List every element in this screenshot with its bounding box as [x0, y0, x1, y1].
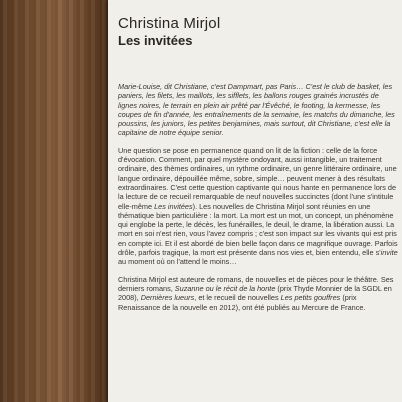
intro-paragraph — [118, 146, 398, 267]
paragraph-spacer — [118, 267, 398, 275]
bio-book-1: Suzanne ou le récit de la honte — [174, 283, 276, 293]
bio-book-3: Les petits gouffres — [280, 293, 341, 303]
author-bio-paragraph — [118, 275, 398, 312]
intro-text-2: ). Les nouvelles de Christina Mirjol sont réunies en une thématique bien particulière : la mort. La mort est un mot, un concept, un phénomène qui englobe la perte, le décès, les funérailles, le deuil, le drame, la libération aussi. La mort en soi n'est rien, vous l'avez compris ; c'est son impact sur les vivants qui est pris en compte ici. Et il est abordé de bien belle façon dans ce magnifique ouvrage. Parfois drôle, parfois tragique, la mort est présente dans nos vies et, bien entendu, elle s' — [118, 201, 398, 258]
bio-text-2: (prix Thyde Monnier de la SGDL en 2008), — [118, 283, 392, 303]
intro-title-reference: Les invitées — [154, 201, 193, 211]
excerpt-paragraph: Marie-Louise, dit Christiane, c'est Dampmart, pas Paris… C'est le club de basket, les paniers, les filets, les maillots, les sifflets, les ballons rouges grainés incrustés de lignes noires, le terrain en plein air prêté par l'Évêché, le footing, la kermesse, les coupes de fin d'année, les entraînements de la semaine, les matchs du dimanche, les poussins, les juniors, les petites benjamines, mais surtout, dit Christiane, c'est elle la capitaine de notre équipe senior. — [118, 82, 395, 138]
intro-text-1: Une question se pose en permanence quand on lit de la fiction : celle de la force d'évocation. Comment, par quel mystère ondoyant, aussi intangible, un traitement ordinaire, des thèmes ordinaires, un rythme ordinaire, un genre littéraire ordinaire, une langue ordinaire, dépouillée même, sobre, simple… peuvent mener à des résultats extraordinaires. C'est cette question captivante qui nous hante en permanence lors de la lecture de ce recueil remarquable de neuf nouvelles succinctes (dont l'une s'intitule elle-même — [118, 145, 397, 211]
bio-text-1: Christina Mirjol est auteure de romans, de nouvelles et de pièces pour le théâtre. Ses derniers romans, — [118, 274, 394, 293]
bio-book-2: Dernières lueurs — [140, 293, 195, 303]
cover-header — [118, 15, 394, 49]
book-title: Les invitées — [118, 33, 193, 48]
intro-text-3: au moment où on l'attend le moins… — [118, 257, 237, 267]
wooden-table-background — [0, 0, 110, 402]
bio-text-4: (prix Renaissance de la nouvelle en 2012), ont été publiés au Mercure de France. — [118, 293, 366, 312]
intro-invite-word: invite — [380, 248, 398, 258]
author-name: Christina Mirjol — [118, 15, 221, 32]
bio-text-3: , et le recueil de nouvelles — [194, 293, 281, 303]
back-cover-text — [118, 82, 398, 312]
